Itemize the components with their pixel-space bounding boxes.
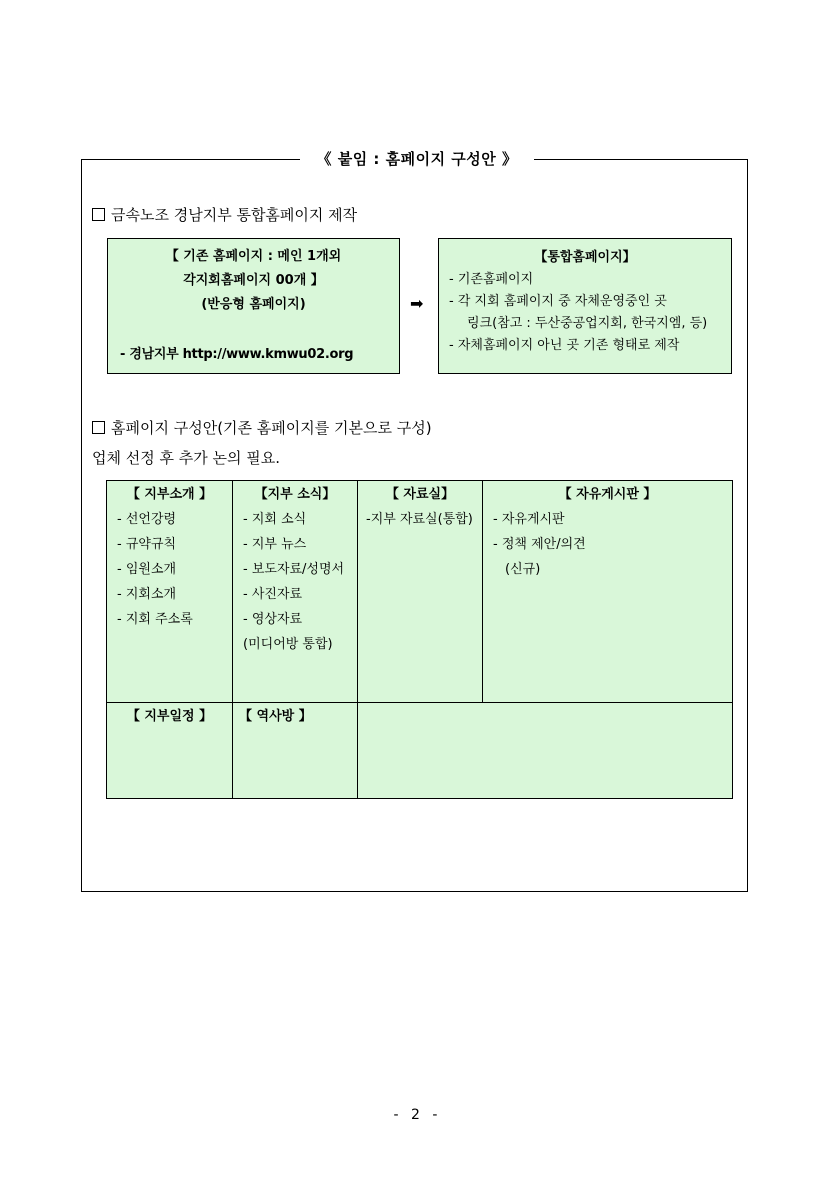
list-item: -지부 자료실(통합) — [366, 512, 473, 527]
list-item: - 규약규칙 — [117, 537, 177, 552]
integrated-item: - 각 지회 홈페이지 중 자체운영중인 곳 — [449, 294, 667, 309]
right-arrow-icon: ➡ — [410, 294, 424, 313]
list-item: - 사진자료 — [243, 587, 303, 602]
checkbox-square-icon — [92, 421, 105, 434]
list-item: - 지부 뉴스 — [243, 537, 307, 552]
table-cell-archive — [358, 481, 482, 702]
table-cell-branch-news — [233, 481, 357, 702]
list-item: (신규) — [505, 562, 541, 577]
integrated-title: 【통합홈페이지】 — [534, 250, 636, 265]
section2-heading: 홈페이지 구성안(기존 홈페이지를 기본으로 구성) — [111, 419, 432, 437]
existing-url: - 경남지부 http://www.kmwu02.org — [120, 347, 354, 362]
table-cell-branch-schedule — [107, 703, 232, 798]
integrated-item: - 자체홈페이지 아닌 곳 기존 형태로 제작 — [449, 338, 680, 353]
list-item: - 자유게시판 — [493, 512, 565, 527]
column-head: 【 역사방 】 — [239, 709, 312, 724]
column-head: 【 지부소개 】 — [126, 487, 213, 502]
table-cell-history — [233, 703, 357, 798]
list-item: - 영상자료 — [243, 612, 303, 627]
column-head: 【 자유게시판 】 — [558, 487, 657, 502]
list-item: - 선언강령 — [117, 512, 177, 527]
page-number: - 2 - — [393, 1107, 442, 1123]
existing-line1: 【 기존 홈페이지 : 메인 1개외 — [165, 249, 342, 264]
attachment-title: 《 붙임 : 홈페이지 구성안 》 — [300, 147, 534, 171]
section2-heading-row — [92, 418, 432, 438]
section1-heading: 금속노조 경남지부 통합홈페이지 제작 — [111, 206, 358, 224]
table-cell-branch-intro — [107, 481, 232, 702]
integrated-item: 링크(참고 : 두산중공업지회, 한국지엠, 등) — [467, 316, 708, 331]
list-item: - 정책 제안/의견 — [493, 537, 586, 552]
list-item: - 지회소개 — [117, 587, 177, 602]
table-cell-free-board — [483, 481, 732, 702]
column-head: 【 자료실】 — [385, 487, 455, 502]
list-item: - 지회 소식 — [243, 512, 307, 527]
column-head: 【 지부일정 】 — [126, 709, 213, 724]
checkbox-square-icon — [92, 208, 105, 221]
list-item: - 보도자료/성명서 — [243, 562, 345, 577]
list-item: - 임원소개 — [117, 562, 177, 577]
structure-table — [106, 480, 733, 799]
existing-line3: (반응형 홈페이지) — [201, 297, 306, 312]
integrated-homepage-box — [438, 238, 732, 374]
section1-heading-row — [92, 205, 357, 225]
list-item: (미디어방 통합) — [243, 637, 333, 652]
existing-homepage-box — [107, 238, 400, 374]
integrated-item: - 기존홈페이지 — [449, 272, 534, 287]
existing-line2: 각지회홈페이지 00개 】 — [183, 273, 324, 288]
list-item: - 지회 주소록 — [117, 612, 193, 627]
section2-subtext: 업체 선정 후 추가 논의 필요. — [92, 449, 280, 467]
column-head: 【지부 소식】 — [254, 487, 336, 502]
